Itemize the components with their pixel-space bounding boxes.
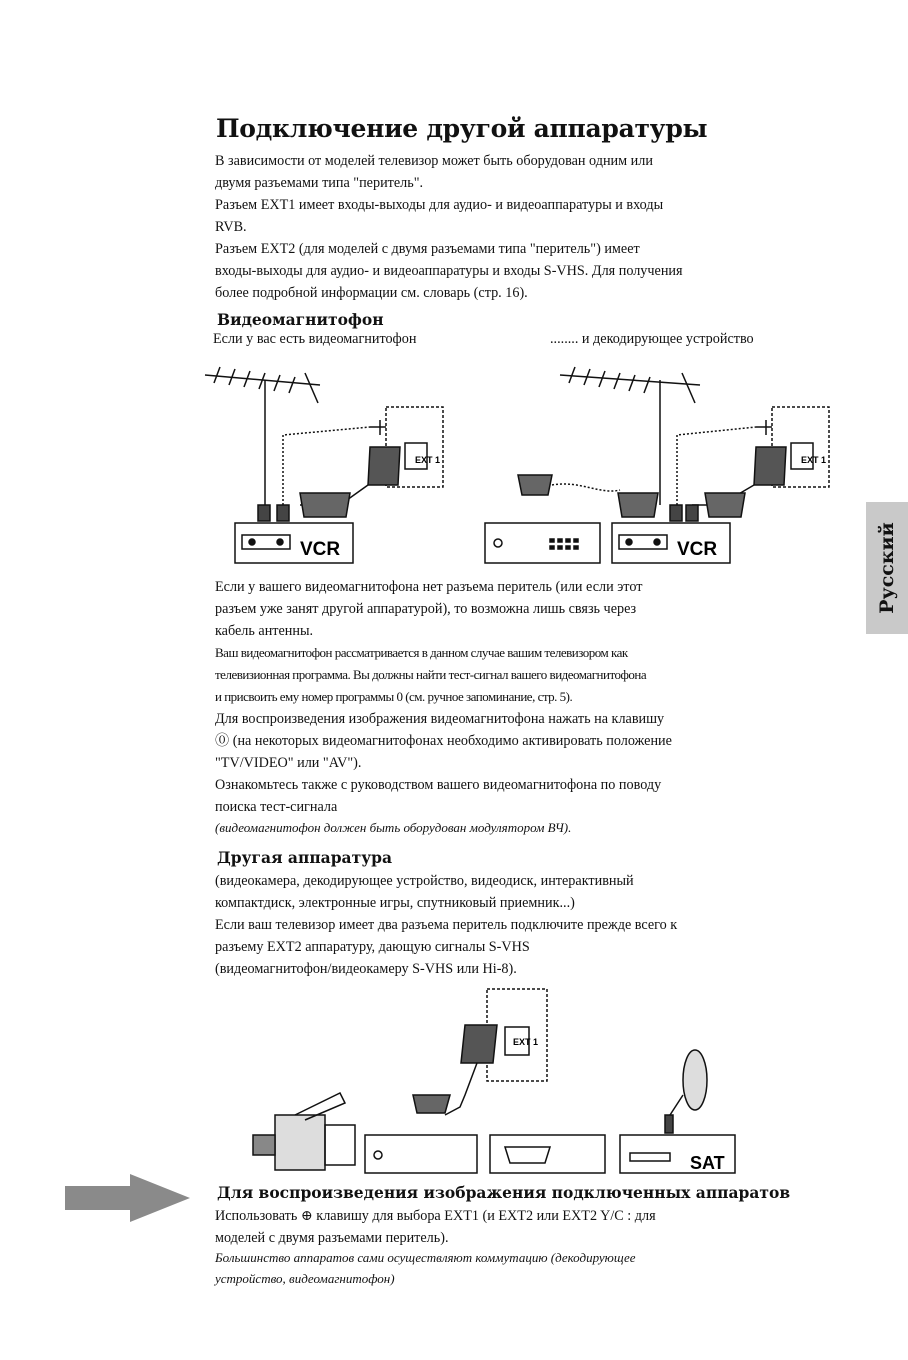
vcr-label: VCR (300, 539, 341, 560)
vcr-label: VCR (677, 539, 718, 560)
equipment-diagram (245, 985, 765, 1185)
vcr-body-line: разъем уже занят другой аппаратурой), то возможна лишь связь через (215, 601, 637, 617)
playback-heading: Для воспроизведения изображения подключенных аппаратов (217, 1183, 791, 1202)
vcr-caption-left: Если у вас есть видеомагнитофон (213, 331, 417, 347)
vcr-body (215, 576, 825, 818)
ext1-label: EXT 1 (513, 1037, 539, 1047)
vcr-body-line: Ознакомьтесь также с руководством вашего видеомагнитофона по поводу (215, 777, 662, 793)
intro-line: входы-выходы для аудио- и видеоаппаратуры и входы S-VHS. Для получения (215, 263, 683, 279)
other-heading: Другая аппаратура (217, 848, 392, 867)
intro-line: более подробной информации см. словарь (стр. 16). (215, 285, 528, 301)
other-body (215, 870, 825, 980)
vcr-heading: Видеомагнитофон (217, 310, 384, 329)
playback-note-line: устройство, видеомагнитофон) (215, 1271, 395, 1286)
vcr-body-line: и присвоить ему номер программы 0 (см. ручное запоминание, стр. 5). (215, 689, 573, 704)
satellite-dish-icon (665, 1050, 707, 1133)
vcr-body-line: поиска тест-сигнала (215, 799, 338, 815)
vcr-body-line: ⓪ (на некоторых видеомагнитофонах необходимо активировать положение (215, 733, 672, 749)
sat-label: SAT (690, 1153, 725, 1173)
intro-line: Разъем EXT2 (для моделей с двумя разъемами типа "перитель") имеет (215, 241, 640, 257)
camcorder-icon (253, 1093, 355, 1170)
page-title: Подключение другой аппаратуры (216, 114, 708, 143)
intro-line: В зависимости от моделей телевизор может быть оборудован одним или (215, 153, 653, 169)
vcr-caption-right: ........ и декодирующее устройство (550, 331, 754, 347)
other-body-line: компактдиск, электронные игры, спутниковый приемник...) (215, 895, 575, 911)
intro-line: Разъем EXT1 имеет входы-выходы для аудио- и видеоаппаратуры и входы (215, 197, 664, 213)
pointer-arrow-icon (65, 1172, 190, 1224)
playback-body-line: Использовать ⊕ клавишу для выбора EXT1 (и EXT2 или EXT2 Y/C : для (215, 1208, 656, 1224)
ext1-label: EXT 1 (801, 455, 827, 465)
language-tab (866, 502, 908, 634)
vcr-body-line: кабель антенны. (215, 623, 314, 639)
vcr-body-line: Для воспроизведения изображения видеомагнитофона нажать на клавишу (215, 711, 665, 727)
vcr-body-line: Ваш видеомагнитофон рассматривается в данном случае вашим телевизором как (215, 645, 628, 660)
intro-paragraph (215, 150, 825, 304)
vcr-connection-diagram (200, 355, 840, 575)
playback-body-line: моделей с двумя разъемами перитель). (215, 1230, 449, 1246)
other-body-line: Если ваш телевизор имеет два разъема перитель подключите прежде всего к (215, 917, 678, 933)
other-body-line: (видеокамера, декодирующее устройство, видеодиск, интерактивный (215, 873, 634, 889)
vcr-body-line: "TV/VIDEO" или "AV"). (215, 755, 362, 771)
language-tab-label: Русский (876, 522, 898, 614)
ext1-label: EXT 1 (415, 455, 441, 465)
other-body-line: разъему EXT2 аппаратуру, дающую сигналы S-VHS (215, 939, 530, 955)
vcr-body-line: телевизионная программа. Вы должны найти тест-сигнал вашего видеомагнитофона (215, 667, 647, 682)
playback-note-line: Большинство аппаратов сами осуществляют коммутацию (декодирующее (215, 1250, 636, 1265)
playback-body (215, 1205, 825, 1249)
other-body-line: (видеомагнитофон/видеокамеру S-VHS или Hi-8). (215, 961, 517, 977)
intro-line: RVB. (215, 219, 247, 235)
vcr-note: (видеомагнитофон должен быть оборудован модулятором ВЧ). (215, 820, 572, 835)
intro-line: двумя разъемами типа "перитель". (215, 175, 424, 191)
antenna-icon (205, 367, 320, 505)
vcr-body-line: Если у вашего видеомагнитофона нет разъема перитель (или если этот (215, 579, 643, 595)
